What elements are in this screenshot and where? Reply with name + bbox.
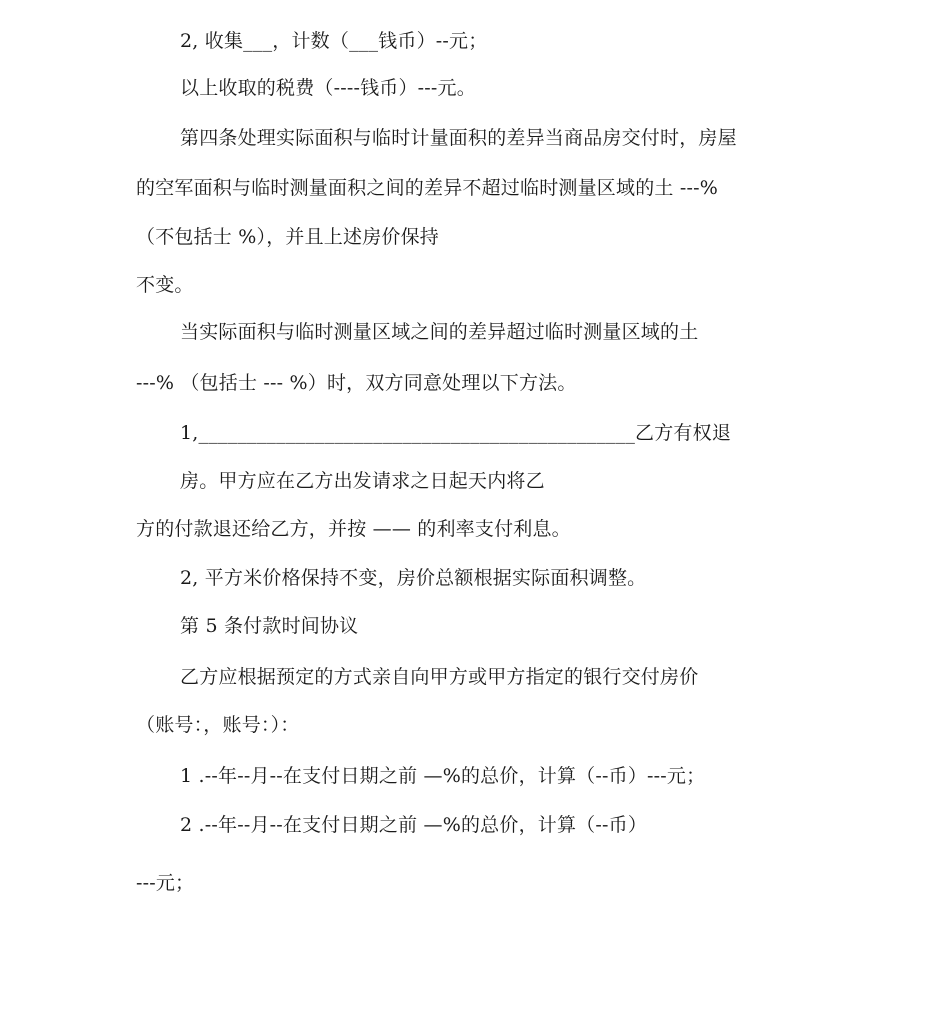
text-line: 方的付款退还给乙方，并按 —— 的利率支付利息。 xyxy=(136,518,571,540)
text-line: 1,_____________________________________________乙方有权退 xyxy=(180,422,732,444)
text-line: 2, 平方米价格保持不变，房价总额根据实际面积调整。 xyxy=(180,567,647,589)
text-line: 第四条处理实际面积与临时计量面积的差异当商品房交付时，房屋 xyxy=(180,127,737,149)
text-line: 2, 收集___，计数（___钱币）--元； xyxy=(180,30,488,52)
text-line: （账号：，账号：）： xyxy=(136,714,300,736)
text-line: （不包括士 %），并且上述房价保持 xyxy=(136,226,439,248)
text-line: ---% （包括士 --- %）时，双方同意处理以下方法。 xyxy=(136,372,577,394)
text-line: 不变。 xyxy=(136,274,194,296)
text-line: 以上收取的税费（----钱币）---元。 xyxy=(180,77,476,99)
section-heading: 第 5 条付款时间协议 xyxy=(180,615,359,637)
text-line: 的空军面积与临时测量面积之间的差异不超过临时测量区域的土 ---% xyxy=(136,177,718,199)
text-line: 2 .--年--月--在支付日期之前 —%的总价，计算（--币） xyxy=(180,814,648,836)
text-line: 1 .--年--月--在支付日期之前 —%的总价，计算（--币）---元； xyxy=(180,765,706,787)
text-line: ---元； xyxy=(136,872,195,894)
text-line: 乙方应根据预定的方式亲自向甲方或甲方指定的银行交付房价 xyxy=(180,666,699,688)
text-line: 房。甲方应在乙方出发请求之日起天内将乙 xyxy=(180,470,545,492)
text-line: 当实际面积与临时测量区域之间的差异超过临时测量区域的土 xyxy=(180,321,699,343)
